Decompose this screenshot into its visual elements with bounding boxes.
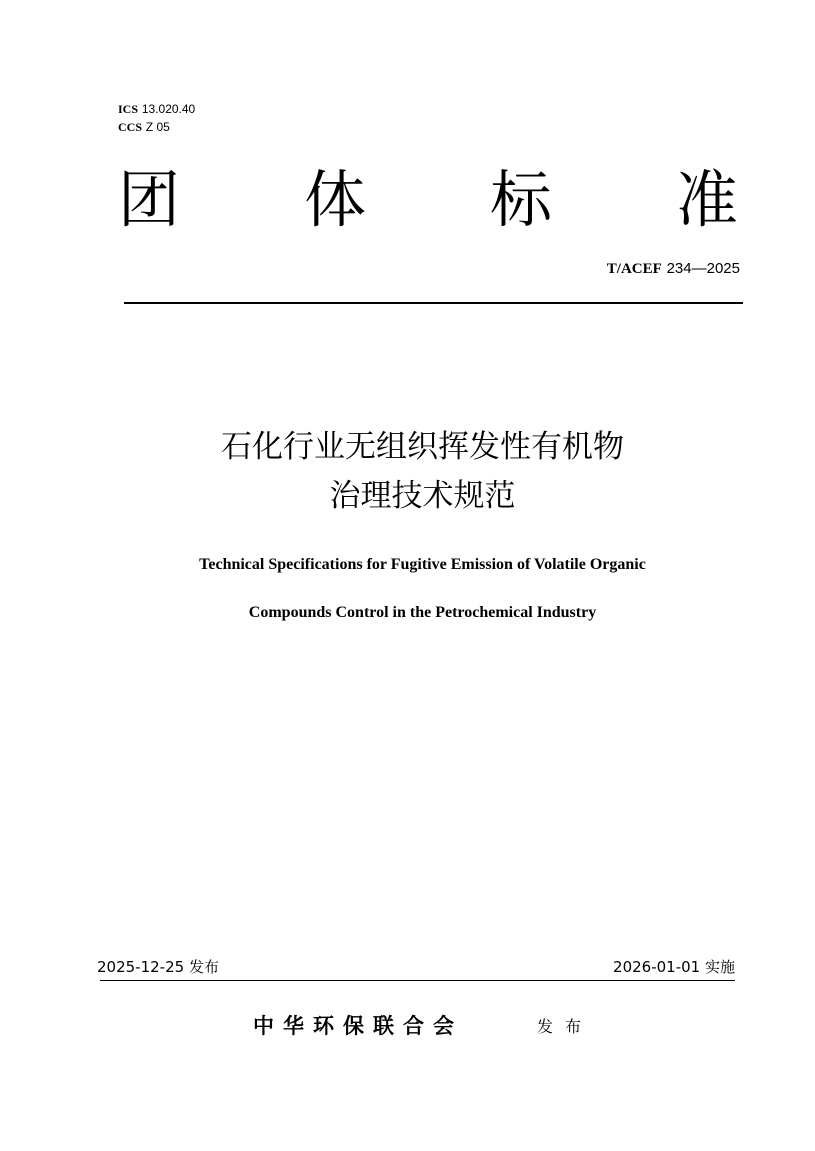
group-standard-heading	[118, 160, 738, 240]
ics-value: 13.020.40	[141, 102, 196, 116]
chinese-title-line-1: 石化行业无组织挥发性有机物	[221, 429, 624, 465]
ccs-value: Z 05	[145, 120, 170, 134]
footer-divider	[100, 980, 735, 981]
heading-char-1: 团	[118, 163, 181, 236]
publish-label: 发布	[537, 1017, 594, 1036]
standard-code: 234—2025	[666, 260, 740, 277]
heading-char-3: 标	[489, 163, 552, 236]
ccs-label: CCS	[118, 120, 143, 134]
standard-prefix: T/ACEF	[606, 261, 662, 277]
ics-code	[118, 101, 195, 117]
heading-char-4: 准	[675, 163, 738, 236]
ccs-code	[118, 119, 170, 135]
ics-label: ICS	[118, 102, 139, 116]
standard-number	[607, 258, 740, 279]
release-date: 2025-12-25 发布	[97, 958, 219, 976]
chinese-title-line-2: 治理技术规范	[329, 478, 516, 514]
header-divider	[124, 302, 743, 304]
english-title-line-2: Compounds Control in the Petrochemical Industry	[248, 604, 597, 621]
implementation-date: 2026-01-01 实施	[613, 958, 735, 976]
publisher-name: 中华环保联合会	[253, 1014, 463, 1038]
english-title-line-1: Technical Specifications for Fugitive Emission of Volatile Organic	[199, 556, 646, 573]
heading-char-2: 体	[303, 163, 366, 236]
